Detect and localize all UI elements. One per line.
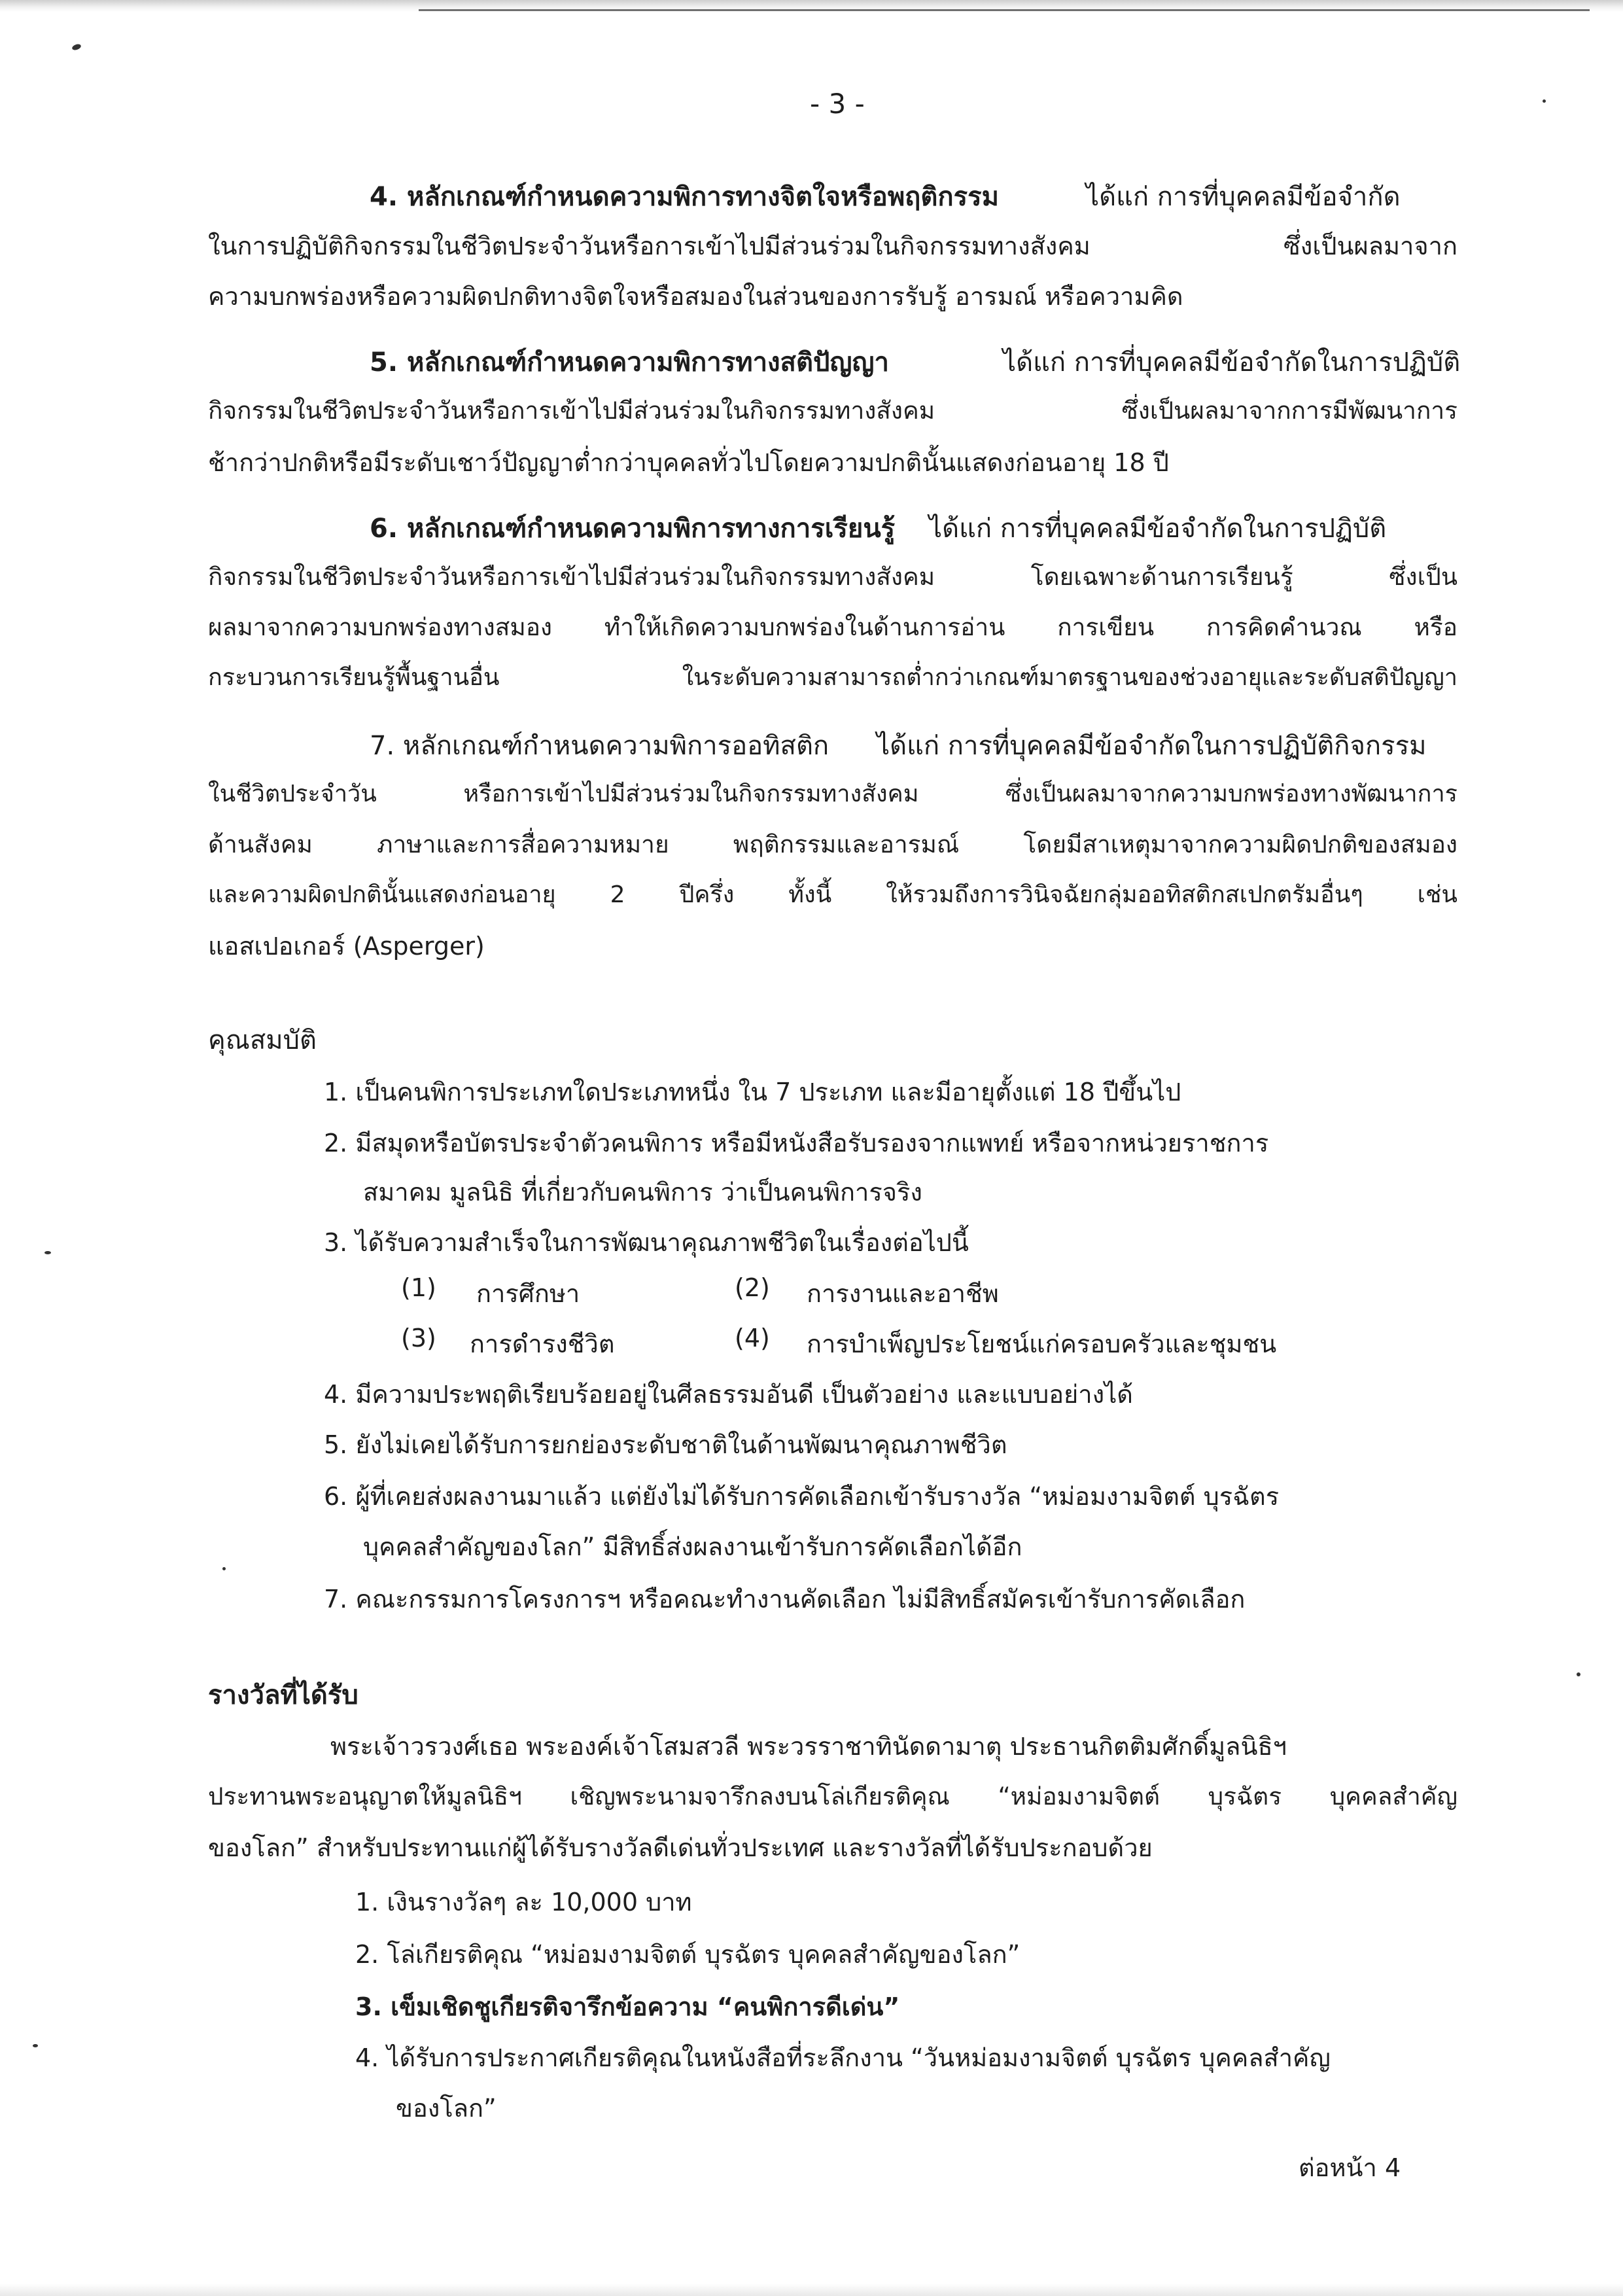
awards-intro-line: ของโลก” สำหรับประทานแก่ผู้ได้รับรางวัลดีเด่นทั่วประเทศ และรางวัลที่ได้รับประกอบด้วย: [208, 1833, 1153, 1862]
criterion-6-line: กิจกรรมในชีวิตประจำวันหรือการเข้าไปมีส่วนร่วมในกิจกรรมทางสังคม โดยเฉพาะด้านการเรียนรู้ ซึ่งเป็น: [208, 563, 1457, 591]
sub-item-label: การบำเพ็ญประโยชน์แก่ครอบครัวและชุมชน: [807, 1330, 1277, 1358]
qualification-item: 5. ยังไม่เคยได้รับการยกย่องระดับชาติในด้านพัฒนาคุณภาพชีวิต: [324, 1430, 1007, 1459]
awards-title: รางวัลที่ได้รับ: [208, 1680, 358, 1710]
scan-top-rule: [419, 9, 1590, 11]
criterion-4-line: ความบกพร่องหรือความผิดปกติทางจิตใจหรือสมองในส่วนของการรับรู้ อารมณ์ หรือความคิด: [208, 282, 1183, 311]
sub-item-label: การศึกษา: [476, 1279, 580, 1308]
page-number: - 3 -: [810, 88, 865, 120]
criterion-6-line: กระบวนการเรียนรู้พื้นฐานอื่น ในระดับความสามารถต่ำกว่าเกณฑ์มาตรฐานของช่วงอายุและระดับสติปัญญา: [208, 664, 1457, 691]
criterion-4-line: ในการปฏิบัติกิจกรรมในชีวิตประจำวันหรือการเข้าไปมีส่วนร่วมในกิจกรรมทางสังคม ซึ่งเป็นผลมาจาก: [208, 232, 1457, 260]
qualification-item: 1. เป็นคนพิการประเภทใดประเภทหนึ่ง ใน 7 ประเภท และมีอายุตั้งแต่ 18 ปีขึ้นไป: [324, 1078, 1181, 1106]
scan-speck: [71, 43, 82, 51]
scan-bottom-edge: [0, 2284, 1623, 2296]
qualification-item: 2. มีสมุดหรือบัตรประจำตัวคนพิการ หรือมีหนังสือรับรองจากแพทย์ หรือจากหน่วยราชการ: [324, 1129, 1269, 1157]
criterion-5-line: ช้ากว่าปกติหรือมีระดับเชาว์ปัญญาต่ำกว่าบุคคลทั่วไปโดยความปกตินั้นแสดงก่อนอายุ 18 ปี: [208, 448, 1169, 477]
scan-speck: [33, 2044, 38, 2047]
awards-intro-line: ประทานพระอนุญาตให้มูลนิธิฯ เชิญพระนามจารึกลงบนโล่เกียรติคุณ “หม่อมงามจิตต์ บุรฉัตร บุคคลสำคัญ: [208, 1782, 1457, 1810]
sub-item-label: การงานและอาชีพ: [807, 1279, 999, 1308]
qualification-item: 3. ได้รับความสำเร็จในการพัฒนาคุณภาพชีวิตในเรื่องต่อไปนี้: [324, 1228, 969, 1257]
criterion-5-line: ได้แก่ การที่บุคคลมีข้อจำกัดในการปฏิบัติ: [1003, 347, 1461, 378]
awards-intro-line: พระเจ้าวรวงศ์เธอ พระองค์เจ้าโสมสวลี พระวรราชาทินัดดามาตุ ประธานกิตติมศักดิ์มูลนิธิฯ: [330, 1732, 1287, 1761]
sub-item-number: (2): [735, 1273, 770, 1302]
qualification-item: 7. คณะกรรมการโครงการฯ หรือคณะทำงานคัดเลือก ไม่มีสิทธิ์สมัครเข้ารับการคัดเลือก: [324, 1585, 1246, 1614]
criterion-7-line: ได้แก่ การที่บุคคลมีข้อจำกัดในการปฏิบัติกิจกรรม: [877, 731, 1427, 761]
qualification-item: บุคคลสำคัญของโลก” มีสิทธิ์ส่งผลงานเข้ารับการคัดเลือกได้อีก: [363, 1532, 1022, 1561]
qualification-item: สมาคม มูลนิธิ ที่เกี่ยวกับคนพิการ ว่าเป็นคนพิการจริง: [363, 1178, 922, 1207]
continued-note: ต่อหน้า 4: [1299, 2153, 1401, 2182]
award-item: 1. เงินรางวัลๆ ละ 10,000 บาท: [355, 1888, 692, 1916]
criterion-5-line: กิจกรรมในชีวิตประจำวันหรือการเข้าไปมีส่วนร่วมในกิจกรรมทางสังคม ซึ่งเป็นผลมาจากการมีพัฒนาการ: [208, 397, 1457, 425]
sub-item-number: (4): [735, 1324, 770, 1352]
criterion-7-line: ด้านสังคม ภาษาและการสื่อความหมาย พฤติกรรมและอารมณ์ โดยมีสาเหตุมาจากความผิดปกติของสมอง: [208, 830, 1457, 858]
scan-speck: [44, 1251, 51, 1254]
criterion-6-line: ได้แก่ การที่บุคคลมีข้อจำกัดในการปฏิบัติ: [929, 514, 1387, 544]
qualification-item: 6. ผู้ที่เคยส่งผลงานมาแล้ว แต่ยังไม่ได้รับการคัดเลือกเข้ารับรางวัล “หม่อมงามจิตต์ บุรฉัตร: [324, 1482, 1280, 1511]
scan-speck: [222, 1567, 226, 1570]
qualifications-title: คุณสมบัติ: [208, 1025, 317, 1055]
sub-item-number: (3): [401, 1324, 436, 1352]
sub-item-number: (1): [401, 1273, 436, 1302]
criterion-6-line: ผลมาจากความบกพร่องทางสมอง ทำให้เกิดความบกพร่องในด้านการอ่าน การเขียน การคิดคำนวณ หรือ: [208, 613, 1457, 641]
award-item: 2. โล่เกียรติคุณ “หม่อมงามจิตต์ บุรฉัตร บุคคลสำคัญของโลก”: [355, 1940, 1021, 1969]
criterion-7-line: ในชีวิตประจำวัน หรือการเข้าไปมีส่วนร่วมในกิจกรรมทางสังคม ซึ่งเป็นผลมาจากความบกพร่องทางพัฒนาการ: [208, 781, 1457, 807]
award-item: 4. ได้รับการประกาศเกียรติคุณในหนังสือที่ระลึกงาน “วันหม่อมงามจิตต์ บุรฉัตร บุคคลสำคัญ: [355, 2043, 1331, 2072]
criterion-7-line: และความผิดปกตินั้นแสดงก่อนอายุ 2 ปีครึ่ง ทั้งนี้ ให้รวมถึงการวินิจฉัยกลุ่มออทิสติกสเปกตรัมอื่นๆ เช่น: [208, 881, 1457, 908]
award-item: ของโลก”: [396, 2094, 497, 2123]
scan-speck: [1543, 99, 1546, 103]
qualification-item: 4. มีความประพฤติเรียบร้อยอยู่ในศีลธรรมอันดี เป็นตัวอย่าง และแบบอย่างได้: [324, 1380, 1133, 1409]
award-item: 3. เข็มเชิดชูเกียรติจารึกข้อความ “คนพิการดีเด่น”: [355, 1992, 900, 2021]
criterion-7-line: แอสเปอเกอร์ (Asperger): [208, 932, 485, 961]
criterion-6-heading: 6. หลักเกณฑ์กำหนดความพิการทางการเรียนรู้: [370, 514, 896, 544]
criterion-5-heading: 5. หลักเกณฑ์กำหนดความพิการทางสติปัญญา: [370, 347, 889, 378]
criterion-4-line: ได้แก่ การที่บุคคลมีข้อจำกัด: [1086, 182, 1401, 212]
sub-item-label: การดำรงชีวิต: [470, 1330, 615, 1358]
scan-speck: [1577, 1672, 1580, 1676]
criterion-4-heading: 4. หลักเกณฑ์กำหนดความพิการทางจิตใจหรือพฤติกรรม: [370, 182, 999, 212]
criterion-7-heading: 7. หลักเกณฑ์กำหนดความพิการออทิสติก: [370, 731, 829, 761]
